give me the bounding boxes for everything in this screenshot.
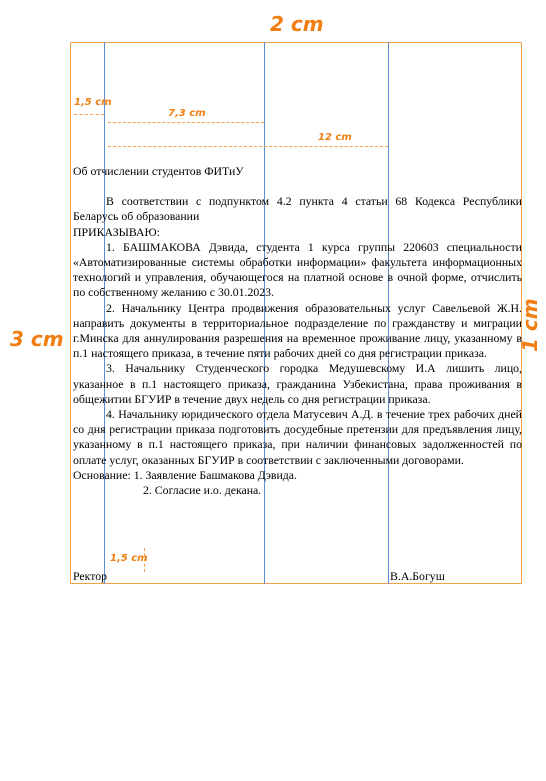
document-title: Об отчислении студентов ФИТиУ bbox=[73, 164, 244, 178]
top-margin-label: 2 cm bbox=[270, 12, 324, 36]
signer-name: В.А.Богуш bbox=[390, 569, 445, 583]
order-item-1: 1. БАШМАКОВА Дэвида, студента 1 курса группы 220603 специальности «Автоматизированные системы обработки информации» факультета информационных технологий и управления, обучающегося на платной основе в очной форме, отчислить по собственному желанию с 30.01.2023. bbox=[73, 239, 522, 300]
blank-line bbox=[73, 179, 522, 194]
preamble: В соответствии с подпунктом 4.2 пункта 4 статьи 68 Кодекса Республики Беларусь об образовании bbox=[73, 194, 522, 224]
order-document bbox=[73, 164, 522, 498]
indent-bottom-label: 1,5 cm bbox=[110, 553, 148, 564]
basis-label: Основание: bbox=[73, 467, 131, 482]
indent-right-dimension bbox=[108, 146, 388, 147]
order-item-4: 4. Начальнику юридического отдела Матусевич А.Д. в течение трех рабочих дней со дня регистрации приказа подготовить досудебные претензии для предъявления лицу, указанному в п.1 настоящего приказа, при наличии финансовых задолженностей по оплате услуг, оказанных БГУИР в соответствии с заключенными договорами. bbox=[73, 407, 522, 467]
indent-right-label: 12 cm bbox=[318, 132, 352, 143]
indent-mid-dimension bbox=[108, 122, 264, 123]
basis-item-2-row bbox=[73, 483, 522, 498]
basis-item-2: 2. Согласие и.о. декана. bbox=[143, 483, 262, 498]
order-word: ПРИКАЗЫВАЮ: bbox=[73, 224, 160, 239]
signer-title: Ректор bbox=[73, 569, 108, 583]
indent-mid-label: 7,3 cm bbox=[168, 108, 206, 119]
indent-left-dimension bbox=[74, 114, 104, 115]
indent-left-label: 1,5 cm bbox=[74, 97, 112, 108]
basis-block bbox=[73, 468, 522, 483]
order-item-2: 2. Начальнику Центра продвижения образовательных услуг Савельевой Ж.Н. направить документы в территориальное подразделение по гражданству и миграции г.Минска для аннулирования разрешения на временное проживание лицу, указанному в п.1 настоящего приказа, в течение пяти рабочих дней со дня регистрации приказа. bbox=[73, 300, 522, 361]
indent-bottom-dimension bbox=[144, 548, 145, 572]
right-margin-label: 1 cm bbox=[518, 298, 542, 352]
basis-item-1: 1. Заявление Башмакова Дэвида. bbox=[133, 467, 297, 482]
order-item-3: 3. Начальнику Студенческого городка Медушевскому И.А лишить лицо, указанное в п.1 настоящего приказа, гражданина Узбекистана, права проживания в общежитии БГУИР в течение двух недель со дня регистрации приказа. bbox=[73, 361, 522, 406]
left-margin-label: 3 cm bbox=[10, 327, 64, 351]
